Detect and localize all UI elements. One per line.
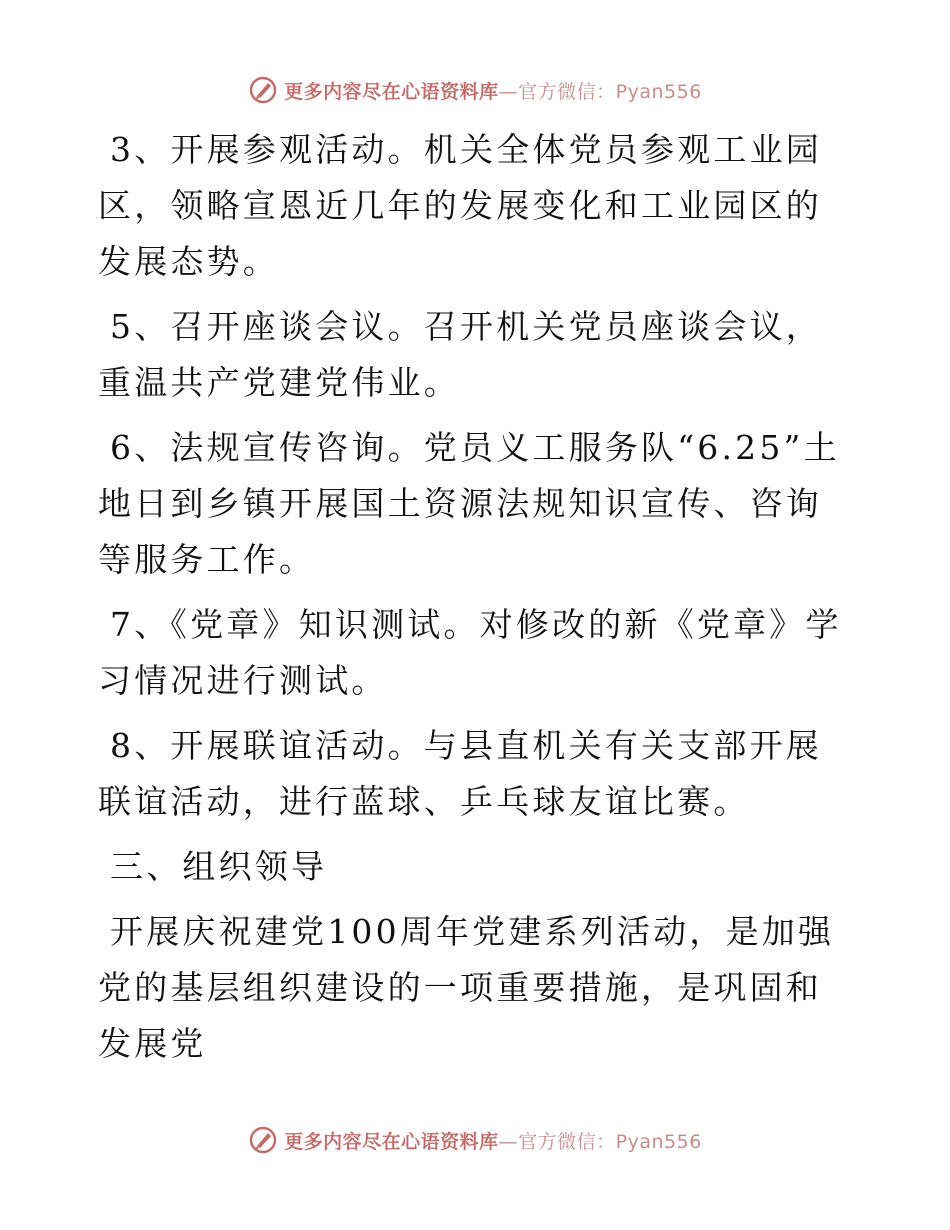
header-watermark [0,70,950,110]
watermark-wechat: 官方微信：Pyan556 [518,80,702,103]
paragraph-activity-7: 7、《党章》知识测试。对修改的新《党章》学习情况进行测试。 [98,605,842,700]
watermark-separator: — [498,1130,519,1153]
watermark-text [284,1127,702,1154]
paragraph-activity-3: 3、开展参观活动。机关全体党员参观工业园区，领略宣恩近几年的发展变化和工业园区的发展态势。 [98,130,822,281]
document-body [98,122,858,1081]
section-heading-organization: 三、组织领导 [110,847,328,886]
quill-logo-icon [248,1125,278,1155]
paragraph-activity-6: 6、法规宣传咨询。党员义工服务队“6.25”土地日到乡镇开展国土资源法规知识宣传、咨询等服务工作。 [98,428,840,579]
paragraph-activity-8: 8、开展联谊活动。与县直机关有关支部开展联谊活动，进行蓝球、乒乓球友谊比赛。 [98,726,822,821]
watermark-wechat: 官方微信：Pyan556 [518,1130,702,1153]
watermark-brand: 更多内容尽在心语资料库 [284,1130,499,1153]
watermark-text [284,77,702,104]
footer-watermark [0,1120,950,1160]
watermark-brand: 更多内容尽在心语资料库 [284,80,499,103]
paragraph-organization: 开展庆祝建党100周年党建系列活动，是加强党的基层组织建设的一项重要措施，是巩固和发展党 [98,912,835,1063]
paragraph-activity-5: 5、召开座谈会议。召开机关党员座谈会议，重温共产党建党伟业。 [98,307,822,402]
quill-logo-icon [248,75,278,105]
watermark-separator: — [498,80,519,103]
